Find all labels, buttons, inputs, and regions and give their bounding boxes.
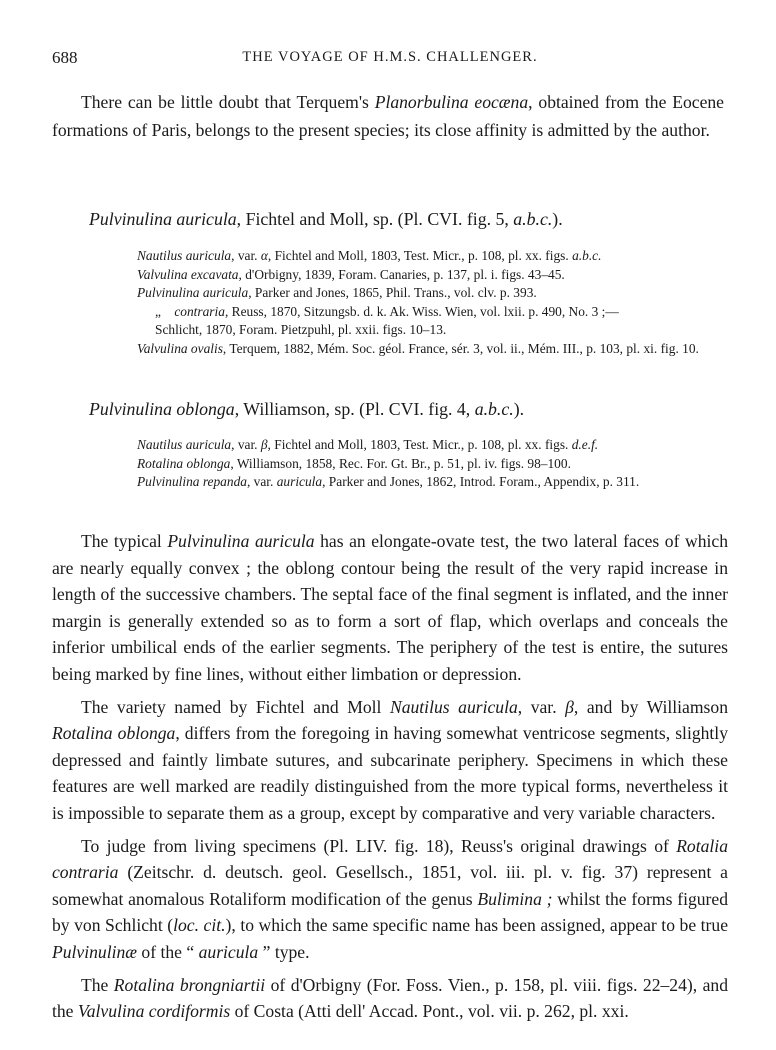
body-paragraph: The variety named by Fichtel and Moll Nautilus auricula, var. β, and by Williamson Rotalina oblonga, differs from the foregoing in having somewhat ventricose segments, slightly depressed and faintly limbate sutures, and subcarinate periphery. Specimens in which these features are well marked are readily distinguished from the more typical forms, nevertheless it is impossible to separate them as a group, except by comparative and very variable characters. bbox=[52, 696, 728, 823]
running-title: THE VOYAGE OF H.M.S. CHALLENGER. bbox=[242, 49, 538, 65]
synonymy-entry: „ contraria, Reuss, 1870, Sitzungsb. d. k. Ak. Wiss. Wien, vol. lxii. p. 490, No. 3 ;— bbox=[155, 303, 619, 319]
synonymy-entry: Valvulina ovalis, Terquem, 1882, Mém. Soc. géol. France, sér. 3, vol. ii., Mém. III., p. 103, pl. xi. fig. 10. bbox=[137, 340, 699, 356]
synonymy-entry: Pulvinulina repanda, var. auricula, Parker and Jones, 1862, Introd. Foram., Appendix, p. 311. bbox=[137, 474, 640, 489]
species-heading-auricula: Pulvinulina auricula, Fichtel and Moll, sp. (Pl. CVI. fig. 5, a.b.c.). bbox=[89, 209, 563, 229]
intro-paragraph: There can be little doubt that Terquem's Planorbulina eocæna, obtained from the Eocene formations of Paris, belongs to the present species; its close affinity is admitted by the author. bbox=[52, 92, 724, 140]
species-heading-oblonga: Pulvinulina oblonga, Williamson, sp. (Pl. CVI. fig. 4, a.b.c.). bbox=[89, 399, 525, 419]
synonymy-entry: Nautilus auricula, var. α, Fichtel and Moll, 1803, Test. Micr., p. 108, pl. xx. figs. a.b.c. bbox=[137, 248, 602, 263]
body-paragraph: The Rotalina brongniartii of d'Orbigny (For. Foss. Vien., p. 158, pl. viii. figs. 22–24), and the Valvulina cordiformis of Costa (Atti dell' Accad. Pont., vol. vii. p. 262, pl. xxi. bbox=[52, 974, 728, 1022]
synonymy-list-oblonga bbox=[137, 436, 727, 492]
page-header bbox=[52, 48, 728, 70]
page-number: 688 bbox=[52, 48, 78, 67]
body-paragraph: To judge from living specimens (Pl. LIV. fig. 18), Reuss's original drawings of Rotalia contraria (Zeitschr. d. deutsch. geol. Gesellsch., 1851, vol. iii. pl. v. fig. 37) represent a somewhat anomalous Rotaliform modification of the genus Bulimina ; whilst the forms figured by von Schlicht (loc. cit.), to which the same specific name has been assigned, appear to be true Pulvinulinæ of the “ auricula ” type. bbox=[52, 835, 729, 962]
synonymy-entry-continued: Schlicht, 1870, Foram. Pietzpuhl, pl. xxii. figs. 10–13. bbox=[155, 322, 447, 337]
synonymy-entry: Pulvinulina auricula, Parker and Jones, 1865, Phil. Trans., vol. clv. p. 393. bbox=[137, 285, 537, 300]
synonymy-entry: Valvulina excavata, d'Orbigny, 1839, Foram. Canaries, p. 137, pl. i. figs. 43–45. bbox=[137, 266, 565, 282]
body-paragraph: The typical Pulvinulina auricula has an elongate-ovate test, the two lateral faces of which are nearly equally convex ; the oblong contour being the result of the very rapid increase in length of the successive chambers. The septal face of the final segment is inflated, and the inner margin is generally extended so as to form a sort of flap, which overlaps and conceals the inferior umbilical ends of the earlier segments. The periphery of the test is entire, the sutures being marked by fine lines, without either limbation or depression. bbox=[52, 531, 728, 684]
synonymy-list-auricula bbox=[137, 247, 727, 358]
body-text bbox=[52, 528, 728, 1025]
synonymy-entry: Nautilus auricula, var. β, Fichtel and Moll, 1803, Test. Micr., p. 108, pl. xx. figs. d.e.f. bbox=[137, 437, 599, 452]
synonymy-entry: Rotalina oblonga, Williamson, 1858, Rec. For. Gt. Br., p. 51, pl. iv. figs. 98–100. bbox=[137, 455, 571, 471]
